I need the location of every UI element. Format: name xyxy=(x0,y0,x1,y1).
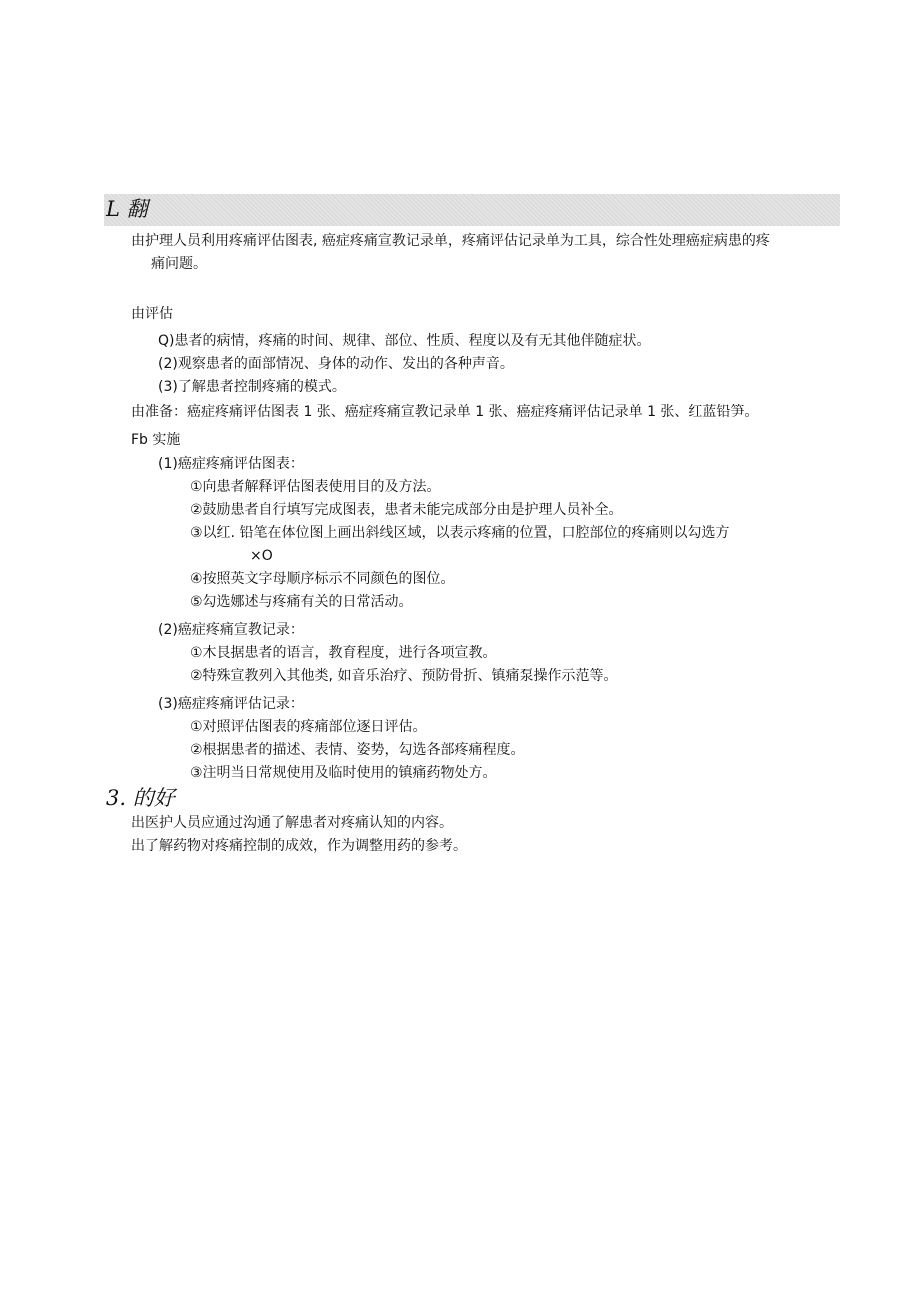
section-heading-bar xyxy=(104,194,840,226)
implement-item: ①木艮据患者的语言，教育程度，进行各项宣教。 xyxy=(190,645,497,661)
assess-item: (3)了解患者控制疼痛的模式。 xyxy=(158,379,346,395)
implement-item: ③注明当日常规使用及临时使用的镇痛药物处方。 xyxy=(190,765,497,781)
implement-group-title: (1)癌症疼痛评估图表： xyxy=(158,456,304,472)
implement-item: ①向患者解释评估图表使用目的及方法。 xyxy=(190,479,441,495)
implement-item: ②鼓励患者自行填写完成图表，患者未能完成部分由是护理人员补全。 xyxy=(190,502,623,518)
evaluation-line: 出医护人员应通过沟通了解患者对疼痛认知的内容。 xyxy=(131,815,453,831)
implement-group-title: (2)癌症疼痛宣教记录： xyxy=(158,622,304,638)
implement-item: ②特殊宣教列入其他类, 如音乐治疗、预防骨折、镇痛泵操作示范等。 xyxy=(190,668,618,684)
assess-item: Q)患者的病情，疼痛的时间、规律、部位、性质、程度以及有无其他伴随症状。 xyxy=(158,333,651,349)
assess-title: 由评估 xyxy=(131,306,173,322)
intro-paragraph-line: 痛问题。 xyxy=(151,256,207,272)
evaluation-line: 出了解药物对疼痛控制的成效，作为调整用药的参考。 xyxy=(131,838,467,854)
assess-item: (2)观察患者的面部情况、身体的动作、发出的各种声音。 xyxy=(158,356,514,372)
intro-paragraph-line: 由护理人员利用疼痛评估图表, 癌症疼痛宣教记录单，疼痛评估记录单为工具，综合性处理癌症病患的疼 xyxy=(131,233,770,249)
implement-item: ④按照英文字母顺序标示不同颜色的图位。 xyxy=(190,571,455,587)
implement-group-title: (3)癌症疼痛评估记录： xyxy=(158,696,304,712)
implement-item: ②根据患者的描述、表情、姿势，勾选各部疼痛程度。 xyxy=(190,742,525,758)
implement-title: Fb 实施 xyxy=(131,432,181,448)
prepare-line: 由准备：癌症疼痛评估图表 1 张、癌症疼痛宣教记录单 1 张、癌症疼痛评估记录单 1 张、红蓝铅笋。 xyxy=(131,404,759,420)
implement-item: ⑤勾选娜述与疼痛有关的日常活动。 xyxy=(190,594,413,610)
implement-item: ①对照评估图表的疼痛部位逐日评估。 xyxy=(190,719,427,735)
section-heading: 3. 的好 xyxy=(106,786,175,810)
section-heading: L 翻 xyxy=(106,197,148,221)
implement-item-continuation: ×O xyxy=(250,548,273,564)
implement-item: ③以红. 铅笔在体位图上画出斜线区域，以表示疼痛的位置，口腔部位的疼痛则以勾选方 xyxy=(190,525,730,541)
